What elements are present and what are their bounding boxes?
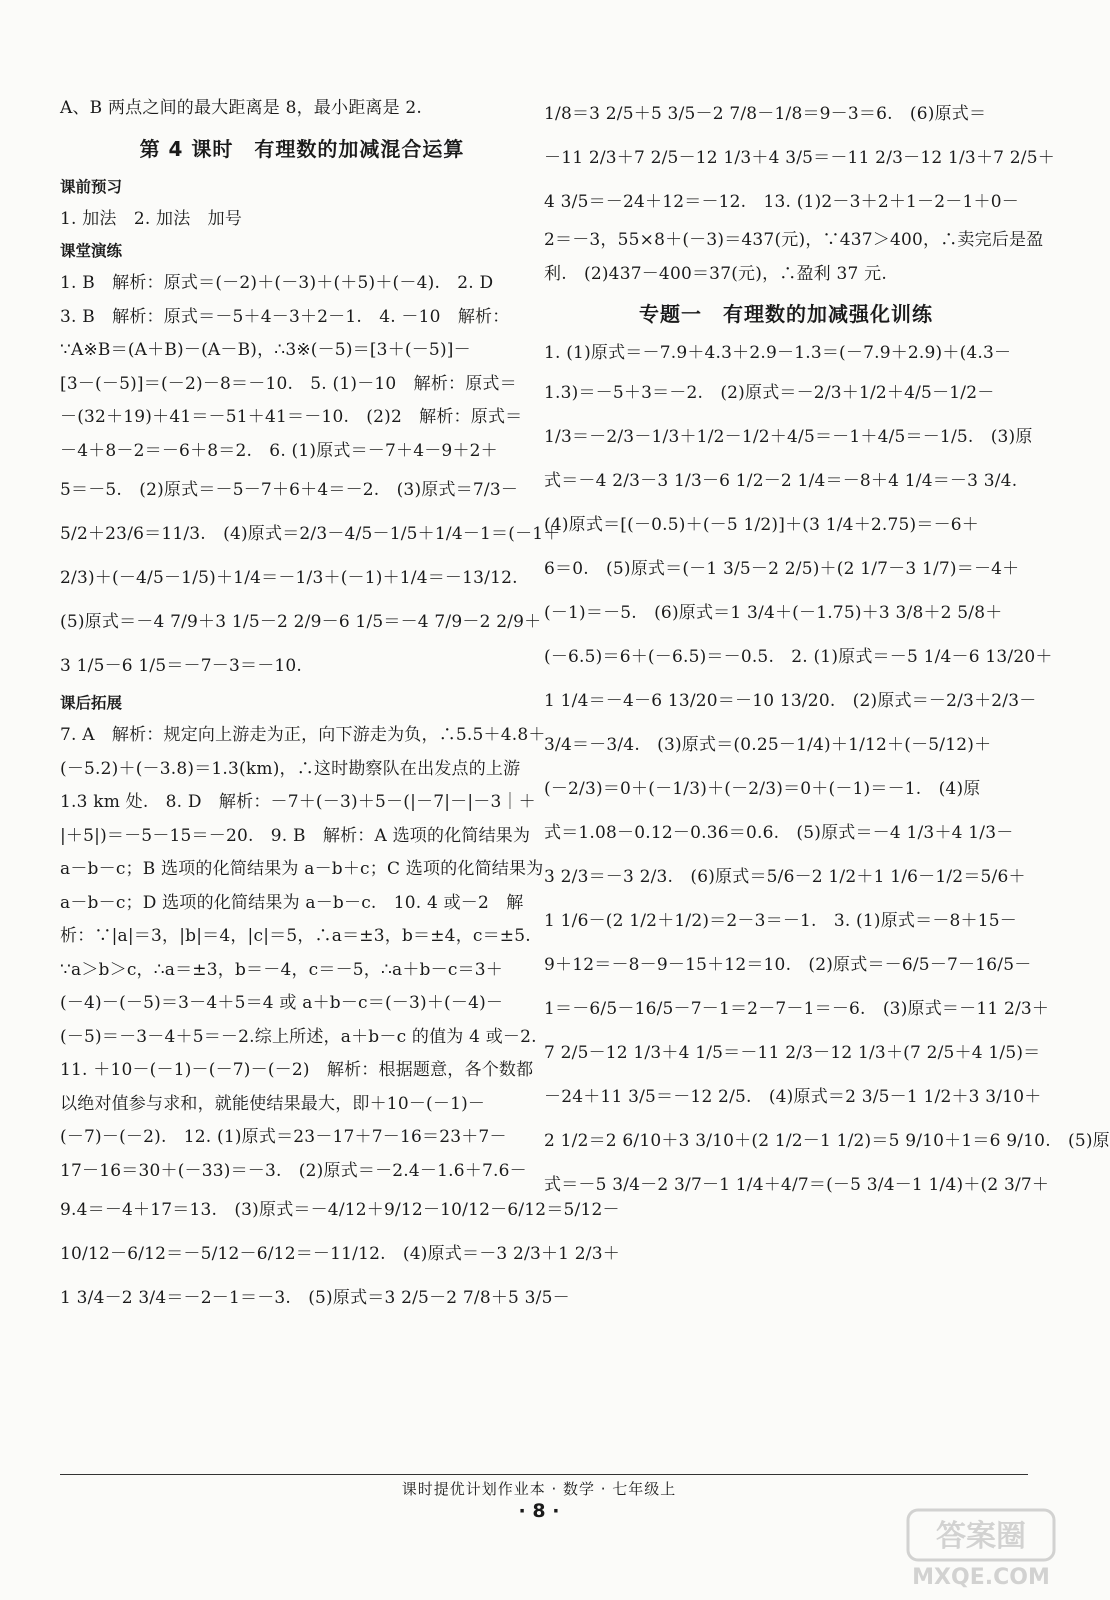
left-column [60,92,620,1320]
answer-line: 1. B 解析：原式＝(－2)＋(－3)＋(＋5)＋(－4). 2. D [60,273,494,293]
answer-line: ∵A※B＝(A＋B)－(A－B)，∴3※(－5)＝[3＋(－5)]－ [60,340,471,360]
answer-line: 利. (2)437－400＝37(元)，∴盈利 37 元. [544,263,887,284]
book-title-footer: 课时提优计划作业本 · 数学 · 七年级上 [401,1480,677,1498]
answer-line: 1/3＝－2/3－1/3＋1/2－1/2＋4/5＝－1＋4/5＝－1/5. (3)原 [544,426,1033,447]
page-number: · 8 · [518,1500,560,1522]
answer-line: 析：∵|a|＝3，|b|＝4，|c|＝5，∴a＝±3，b＝±4，c＝±5. [60,926,531,946]
section-title-homework: 课后拓展 [60,694,123,712]
answer-line: 9＋12＝－8－9－15＋12＝10. (2)原式＝－6/5－7－16/5－ [544,954,1032,975]
lesson-title: 第 4 课时 有理数的加减混合运算 [139,136,465,161]
footer-divider [60,1474,1028,1475]
answer-line: 以绝对值参与求和，就能使结果最大，即＋10－(－1)－ [60,1093,486,1114]
answer-line: (－2/3)＝0＋(－1/3)＋(－2/3)＝0＋(－1)＝－1. (4)原 [544,778,981,799]
intro-line: A、B 两点之间的最大距离是 8，最小距离是 2. [60,98,423,118]
answer-line: 1 1/4＝－4－6 13/20＝－10 13/20. (2)原式＝－2/3＋2/3－ [544,690,1037,711]
answer-line: 17－16＝30＋(－33)＝－3. (2)原式＝－2.4－1.6＋7.6－ [60,1160,527,1181]
answer-line: 式＝－5 3/4－2 3/7－1 1/4＋4/7＝(－5 3/4－1 1/4)＋(2 3/7＋ [544,1174,1050,1195]
answer-line: 1＝－6/5－16/5－7－1＝2－7－1＝－6. (3)原式＝－11 2/3＋ [544,998,1050,1019]
answer-line: 1/8＝3 2/5＋5 3/5－2 7/8－1/8＝9－3＝6. (6)原式＝ [544,104,987,124]
answer-line: 3 1/5－6 1/5＝－7－3＝－10. [60,656,303,676]
answer-line: －11 2/3＋7 2/5－12 1/3＋4 3/5＝－11 2/3－12 1/3＋7 2/5＋ [544,148,1055,168]
answer-line: －4＋8－2＝－6＋8＝2. 6. (1)原式＝－7＋4－9＋2＋ [60,440,498,461]
answer-line: 1. (1)原式＝－7.9＋4.3＋2.9－1.3＝(－7.9＋2.9)＋(4.3－ [544,343,1012,363]
answer-line: 1 1/6－(2 1/2＋1/2)＝2－3＝－1. 3. (1)原式＝－8＋15－ [544,910,1017,931]
answer-line: (4)原式＝[(－0.5)＋(－5 1/2)]＋(3 1/4＋2.75)＝－6＋ [544,514,979,535]
answer-line: 5/2＋23/6＝11/3. (4)原式＝2/3－4/5－1/5＋1/4－1＝(－1＋ [60,524,561,544]
answer-line: 式＝－4 2/3－3 1/3－6 1/2－2 1/4＝－8＋4 1/4＝－3 3/4. [544,470,1018,491]
answer-line: (－6.5)＝6＋(－6.5)＝－0.5. 2. (1)原式＝－5 1/4－6 13/20＋ [544,646,1053,667]
answer-line: (5)原式＝－4 7/9＋3 1/5－2 2/9－6 1/5＝－4 7/9－2 2/9＋ [60,612,542,632]
right-column [544,92,1110,1207]
answer-line: 7. A 解析：规定向上游走为正，向下游走为负，∴5.5＋4.8＋ [60,725,546,745]
answer-line: (－5.2)＋(－3.8)＝1.3(km)，∴这时勘察队在出发点的上游 [60,758,521,779]
answer-line: 4 3/5＝－24＋12＝－12. 13. (1)2－3＋2＋1－2－1＋0－ [544,192,1019,212]
answer-line: 2/3)＋(－4/5－1/5)＋1/4＝－1/3＋(－1)＋1/4＝－13/12. [60,568,518,588]
answer-line: [3－(－5)]＝(－2)－8＝－10. 5. (1)－10 解析：原式＝ [60,373,517,394]
watermark-logo [906,1506,1056,1592]
answer-line: 10/12－6/12＝－5/12－6/12＝－11/12. (4)原式＝－3 2/3＋1 2/3＋ [60,1244,620,1264]
answer-line: a－b－c；D 选项的化简结果为 a－b－c. 10. 4 或－2 解 [60,892,524,913]
answer-line: 2 1/2＝2 6/10＋3 3/10＋(2 1/2－1 1/2)＝5 9/10＋1＝6 9/10. (5)原 [544,1130,1110,1151]
answer-line: |＋5|)＝－5－15＝－20. 9. B 解析：A 选项的化简结果为 [60,825,531,846]
section-title-classwork: 课堂演练 [60,242,123,260]
answer-line: 6＝0. (5)原式＝(－1 3/5－2 2/5)＋(2 1/7－3 1/7)＝－4＋ [544,558,1020,579]
answer-line: 7 2/5－12 1/3＋4 1/5＝－11 2/3－12 1/3＋(7 2/5＋4 1/5)＝ [544,1042,1041,1063]
answer-line: 5＝－5. (2)原式＝－5－7＋6＋4＝－2. (3)原式＝7/3－ [60,480,519,500]
answer-line: 3. B 解析：原式＝－5＋4－3＋2－1. 4. －10 解析： [60,306,510,327]
answer-line: 1. 加法 2. 加法 加号 [60,208,243,229]
answer-line: ∵a＞b＞c，∴a＝±3，b＝－4，c＝－5，∴a＋b－c＝3＋ [60,959,503,980]
answer-line: 9.4＝－4＋17＝13. (3)原式＝－4/12＋9/12－10/12－6/12＝5/12－ [60,1200,620,1220]
answer-line: 11. ＋10－(－1)－(－7)－(－2) 解析：根据题意，各个数都 [60,1060,534,1080]
topic-title: 专题一 有理数的加减强化训练 [639,302,933,326]
answer-line: (－5)＝－3－4＋5＝－2.综上所述，a＋b－c 的值为 4 或－2. [60,1026,537,1047]
answer-line: －(32＋19)＋41＝－51＋41＝－10. (2)2 解析：原式＝ [60,407,523,427]
answer-line: －24＋11 3/5＝－12 2/5. (4)原式＝2 3/5－1 1/2＋3 3/10＋ [544,1086,1042,1107]
answer-line: 1 3/4－2 3/4＝－2－1＝－3. (5)原式＝3 2/5－2 7/8＋5 3/5－ [60,1288,570,1308]
answer-line: (－7)－(－2). 12. (1)原式＝23－17＋7－16＝23＋7－ [60,1127,507,1147]
answer-line: (－4)－(－5)＝3－4＋5＝4 或 a＋b－c＝(－3)＋(－4)－ [60,993,504,1013]
answer-line: 3/4＝－3/4. (3)原式＝(0.25－1/4)＋1/12＋(－5/12)＋ [544,734,992,755]
answer-line: 2＝－3，55×8＋(－3)＝437(元)，∵437＞400，∴卖完后是盈 [544,230,1044,250]
answer-line: 式＝1.08－0.12－0.36＝0.6. (5)原式＝－4 1/3＋4 1/3－ [544,822,1014,843]
answer-line: (－1)＝－5. (6)原式＝1 3/4＋(－1.75)＋3 3/8＋2 5/8＋ [544,602,1003,623]
watermark-text: 答案圈 [936,1519,1026,1554]
section-title-preview: 课前预习 [60,177,123,196]
watermark-url: MXQE.COM [912,1565,1050,1590]
answer-line: 3 2/3＝－3 2/3. (6)原式＝5/6－2 1/2＋1 1/6－1/2＝5/6＋ [544,866,1026,887]
answer-line: 1.3)＝－5＋3＝－2. (2)原式＝－2/3＋1/2＋4/5－1/2－ [544,382,995,403]
answer-line: 1.3 km 处. 8. D 解析：－7＋(－3)＋5－(|－7|－|－3｜＋ [60,792,536,812]
answer-line: a－b－c；B 选项的化简结果为 a－b＋c；C 选项的化简结果为 [60,859,544,879]
